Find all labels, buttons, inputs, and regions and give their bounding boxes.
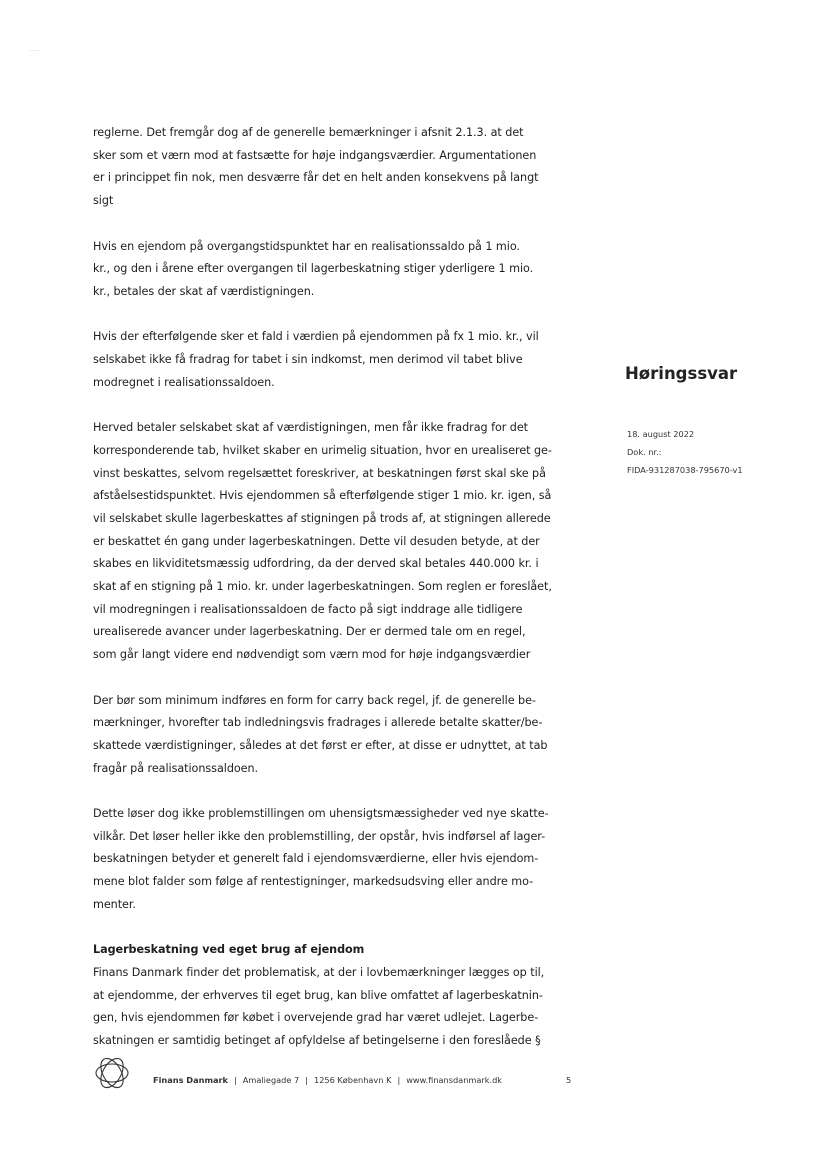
text-line: skabes en likviditetsmæssig udfordring, da der derved skal betales 440.000 kr. i — [93, 557, 539, 571]
footer-address: Amaliegade 7 — [242, 1075, 300, 1085]
body-paragraph — [93, 326, 568, 394]
page-number: 5 — [566, 1075, 572, 1085]
text-line: mene blot falder som følge af rentestigninger, markedsudsving eller andre mo- — [93, 875, 534, 889]
document-number: FIDA-931287038-795670-v1 — [627, 465, 743, 475]
text-line: sigt — [93, 194, 114, 208]
text-line: vinst beskattes, selvom regelsættet foreskriver, at beskatningen først skal ske på — [93, 466, 546, 480]
text-line: skat af en stigning på 1 mio. kr. under lagerbeskatningen. Som reglen er foreslået, — [93, 580, 552, 594]
sidebar-title: Høringssvar — [625, 364, 738, 383]
finans-danmark-logo-icon — [90, 1050, 134, 1096]
text-line: kr., betales der skat af værdistigningen. — [93, 284, 315, 298]
text-line: Hvis der efterfølgende sker et fald i værdien på ejendommen på fx 1 mio. kr., vil — [93, 330, 539, 344]
document-meta — [627, 425, 743, 479]
footer-separator: | — [305, 1075, 308, 1085]
scan-mark — [30, 50, 40, 51]
text-line: urealiserede avancer under lagerbeskatning. Der er dermed tale om en regel, — [93, 625, 526, 639]
text-line: som går langt videre end nødvendigt som værn mod for høje indgangsværdier — [93, 648, 531, 662]
text-line: mærkninger, hvorefter tab indledningsvis fradrages i allerede betalte skatter/be- — [93, 716, 543, 730]
footer-address-line — [153, 1075, 502, 1085]
text-line: er i princippet fin nok, men desværre får det en helt anden konsekvens på langt — [93, 171, 539, 185]
text-line: Finans Danmark finder det problematisk, at der i lovbemærkninger lægges op til, — [93, 965, 545, 979]
text-line: vil selskabet skulle lagerbeskattes af stigningen på trods af, at stigningen allerede — [93, 511, 551, 525]
text-line: sker som et værn mod at fastsætte for høje indgangsværdier. Argumentationen — [93, 148, 537, 162]
text-line: Der bør som minimum indføres en form for carry back regel, jf. de generelle be- — [93, 693, 536, 707]
text-line: er beskattet én gang under lagerbeskatningen. Dette vil desuden betyde, at der — [93, 534, 540, 548]
text-line: menter. — [93, 897, 136, 911]
document-date: 18. august 2022 — [627, 429, 695, 439]
text-line: modregnet i realisationssaldoen. — [93, 375, 275, 389]
footer-website[interactable]: www.finansdanmark.dk — [406, 1075, 503, 1085]
section-block — [93, 939, 568, 1053]
text-line: reglerne. Det fremgår dog af de generelle bemærkninger i afsnit 2.1.3. at det — [93, 126, 524, 139]
footer-separator: | — [234, 1075, 237, 1085]
text-line: vilkår. Det løser heller ikke den problemstilling, der opstår, hvis indførsel af lager- — [93, 829, 546, 843]
text-line: afståelsestidspunktet. Hvis ejendommen så efterfølgende stiger 1 mio. kr. igen, så — [93, 489, 552, 503]
body-paragraph — [93, 122, 568, 213]
text-line: kr., og den i årene efter overgangen til lagerbeskatning stiger yderligere 1 mio. — [93, 262, 534, 276]
text-line: gen, hvis ejendommen før købet i overvejende grad har været udlejet. Lagerbe- — [93, 1011, 539, 1025]
footer-brand: Finans Danmark — [153, 1075, 228, 1085]
text-line: skattede værdistigninger, således at det først er efter, at disse er udnyttet, at tab — [93, 738, 548, 752]
body-paragraph — [93, 803, 568, 917]
text-line: Herved betaler selskabet skat af værdistigningen, men får ikke fradrag for det — [93, 421, 529, 435]
footer-postal: 1256 København K — [313, 1075, 392, 1085]
body-paragraph — [93, 690, 568, 781]
text-line: fragår på realisationssaldoen. — [93, 761, 259, 775]
page-footer — [90, 1050, 590, 1100]
text-line: at ejendomme, der erhverves til eget brug, kan blive omfattet af lagerbeskatnin- — [93, 988, 543, 1002]
text-line: Hvis en ejendom på overgangstidspunktet har en realisationssaldo på 1 mio. — [93, 239, 520, 253]
text-line: skatningen er samtidig betinget af opfyldelse af betingelserne i den foreslåede § — [93, 1034, 541, 1048]
section-heading: Lagerbeskatning ved eget brug af ejendom — [93, 943, 365, 957]
document-number-label: Dok. nr.: — [627, 447, 662, 457]
text-line: korresponderende tab, hvilket skaber en urimelig situation, hvor en urealiseret ge- — [93, 443, 552, 457]
text-line: Dette løser dog ikke problemstillingen om uhensigtsmæssigheder ved nye skatte- — [93, 807, 549, 821]
text-line: beskatningen betyder et generelt fald i ejendomsværdierne, eller hvis ejendom- — [93, 852, 539, 866]
text-line: vil modregningen i realisationssaldoen de facto på sigt inddrage alle tidligere — [93, 602, 523, 616]
footer-separator: | — [397, 1075, 401, 1085]
body-paragraph — [93, 236, 568, 304]
text-line: selskabet ikke få fradrag for tabet i sin indkomst, men derimod vil tabet blive — [93, 353, 523, 366]
document-body — [93, 122, 568, 1075]
body-paragraph — [93, 417, 568, 667]
